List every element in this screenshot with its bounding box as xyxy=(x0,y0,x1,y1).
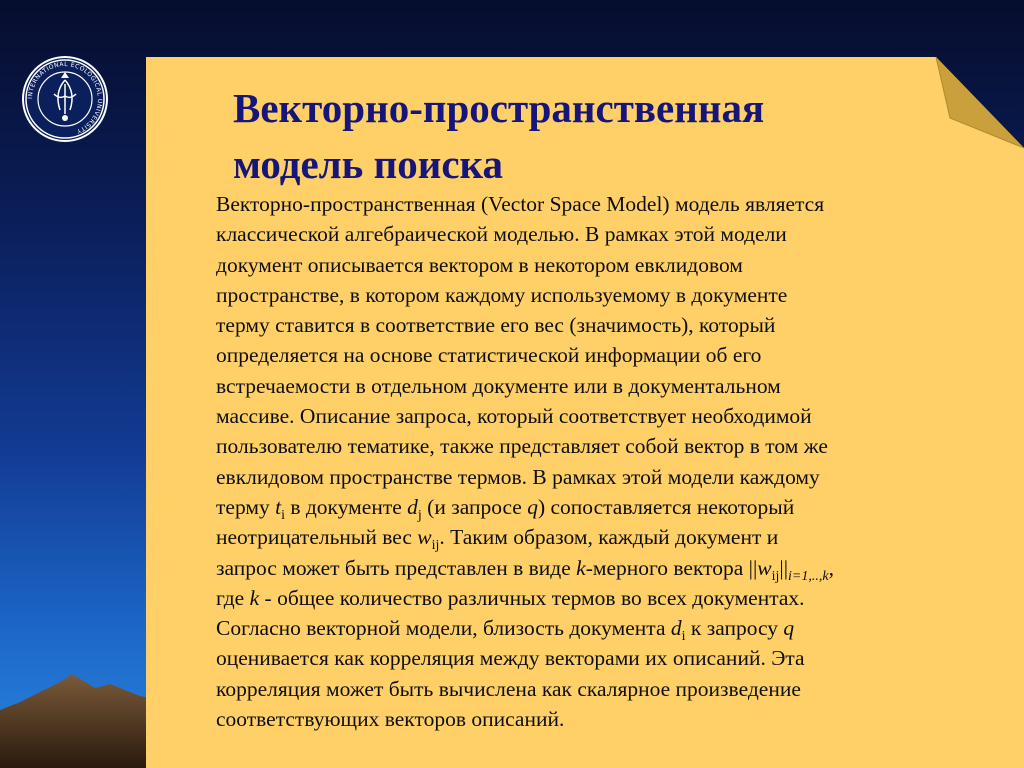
body-line: документ описывается вектором в некотором евклидовом xyxy=(216,252,743,277)
university-seal-logo xyxy=(20,54,110,144)
svg-text:INTERNATIONAL ECOLOGICAL UNIVE: INTERNATIONAL ECOLOGICAL UNIVERSITY xyxy=(26,60,104,135)
text-run: . Таким образом, каждый документ и xyxy=(439,525,779,550)
body-line xyxy=(216,553,956,583)
variable-w: w xyxy=(757,555,772,580)
text-run: терму xyxy=(216,494,276,519)
text-run: к запросу xyxy=(685,616,784,641)
text-run: в документе xyxy=(284,494,408,519)
variable-d: d xyxy=(670,616,682,641)
variable-w: w xyxy=(417,525,432,550)
body-line: евклидовом пространстве термов. В рамках этой модели каждому xyxy=(216,464,820,489)
text-run: , xyxy=(828,555,834,580)
variable-d: d xyxy=(407,494,418,519)
text-run: где xyxy=(216,585,250,610)
subscript: j xyxy=(417,507,422,523)
body-line xyxy=(216,613,956,643)
body-line: корреляция может быть вычислена как скалярное произведение xyxy=(216,676,801,701)
body-line: терму ставится в соответствие его вес (значимость), который xyxy=(216,313,776,338)
text-run: неотрицательный вес xyxy=(216,525,418,550)
variable-q: q xyxy=(783,616,795,641)
body-line: классической алгебраической моделью. В рамках этой модели xyxy=(216,222,787,247)
variable-k: k xyxy=(249,585,260,610)
index-range: i=1,..,k xyxy=(788,568,829,584)
subscript: ij xyxy=(771,568,780,584)
subscript: ij xyxy=(431,538,440,554)
body-line: определяется на основе статистической информации об его xyxy=(216,343,762,368)
body-line: оценивается как корреляция между векторами их описаний. Эта xyxy=(216,646,805,671)
title-line: Векторно-пространственная xyxy=(233,85,765,131)
text-run: || xyxy=(779,555,789,580)
text-run: запрос может быть представлен в виде xyxy=(216,555,577,580)
title-line: модель поиска xyxy=(233,141,504,187)
subscript: i xyxy=(281,507,285,523)
body-line xyxy=(216,583,956,613)
variable-t: t xyxy=(275,494,282,519)
body-line: пользователю тематике, также представляет собой вектор в том же xyxy=(216,434,828,459)
subscript: i xyxy=(681,629,686,645)
body-line xyxy=(216,522,956,552)
subscript xyxy=(788,569,829,584)
variable-k: k xyxy=(576,555,586,580)
text-run: (и запросе xyxy=(421,494,528,519)
body-line: пространстве, в котором каждому используемому в документе xyxy=(216,282,788,307)
body-line: встречаемости в отдельном документе или в документальном xyxy=(216,373,781,398)
text-run: - общее количество различных термов во всех документах. xyxy=(259,585,805,610)
text-run: ) сопоставляется некоторый xyxy=(537,494,795,519)
variable-q: q xyxy=(527,494,538,519)
slide-title xyxy=(233,80,873,192)
text-run: Согласно векторной модели, близость документа xyxy=(216,616,671,641)
body-line: массиве. Описание запроса, который соответствует необходимой xyxy=(216,404,812,429)
body-line xyxy=(216,492,956,522)
body-line: соответствующих векторов описаний. xyxy=(216,707,565,732)
body-line: Векторно-пространственная (Vector Space Model) модель является xyxy=(216,192,825,216)
text-run: -мерного вектора || xyxy=(585,555,758,580)
body-text xyxy=(216,189,956,734)
